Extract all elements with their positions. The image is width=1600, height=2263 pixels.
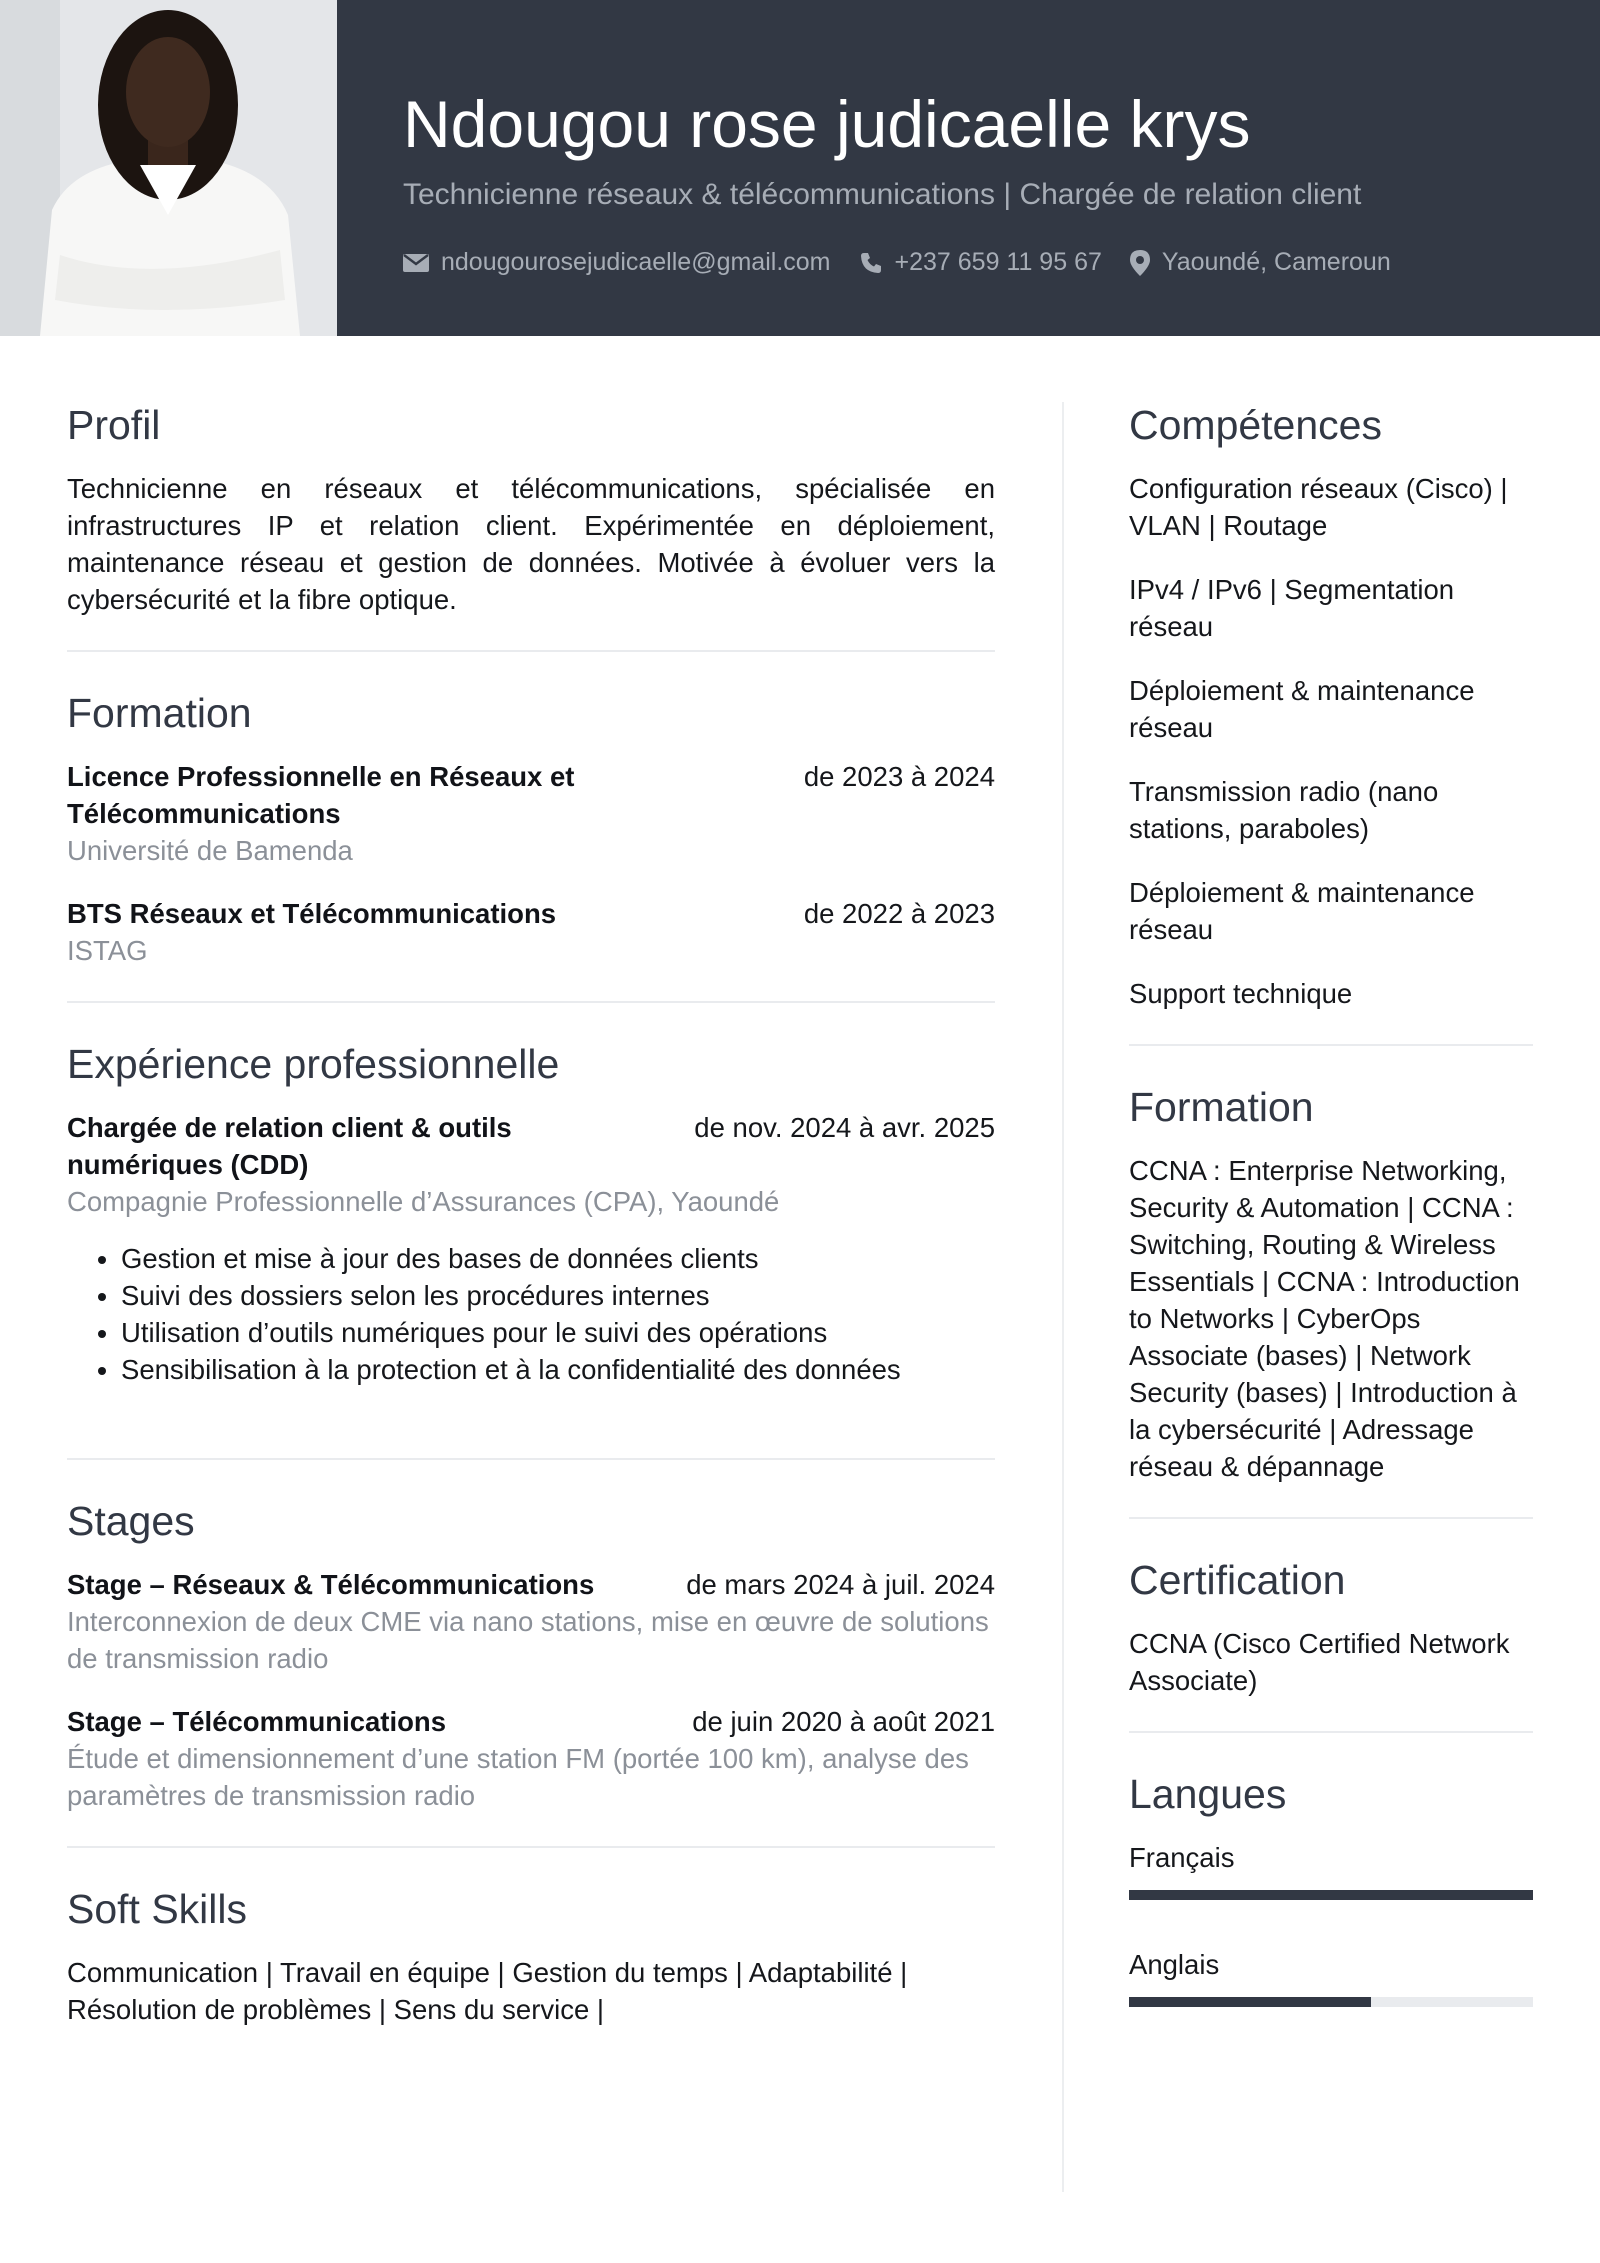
language-item: [1129, 1839, 1533, 1900]
left-column: [67, 400, 995, 2028]
section-title: Profil: [67, 402, 161, 448]
section-divider: [1129, 1731, 1533, 1733]
map-pin-icon: [1130, 250, 1150, 276]
skills-list: [1129, 470, 1533, 1012]
language-name: Anglais: [1129, 1949, 1220, 1980]
right-column: [1129, 400, 1533, 2007]
skill-item: Déploiement & maintenance réseau: [1129, 877, 1475, 945]
section-formation-certs: [1129, 1082, 1533, 1485]
section-langues: [1129, 1769, 1533, 2007]
section-divider: [1129, 1044, 1533, 1046]
entry-title: Chargée de relation client & outils numériques (CDD): [67, 1112, 512, 1180]
language-item: [1129, 1946, 1533, 2007]
section-formation: [67, 688, 995, 969]
section-stages: [67, 1496, 995, 1814]
section-certification: [1129, 1555, 1533, 1699]
entry-description: Interconnexion de deux CME via nano stations, mise en œuvre de solutions de transmission radio: [67, 1606, 989, 1674]
contact-phone[interactable]: [859, 248, 1102, 277]
entry-date: de juin 2020 à août 2021: [692, 1706, 995, 1737]
contact-email[interactable]: [403, 248, 831, 277]
language-level-bar: [1129, 1890, 1533, 1900]
language-level-bar: [1129, 1997, 1533, 2007]
skill-item: Déploiement & maintenance réseau: [1129, 675, 1475, 743]
section-divider: [67, 1846, 995, 1848]
entry-title: Stage – Télécommunications: [67, 1706, 446, 1737]
stage-entry: [67, 1703, 995, 1814]
entry-title: BTS Réseaux et Télécommunications: [67, 898, 557, 929]
entry-date: de 2022 à 2023: [803, 898, 995, 929]
entry-description: Étude et dimensionnement d’une station FM (portée 100 km), analyse des paramètres de transmission radio: [67, 1743, 969, 1811]
skill-item: IPv4 / IPv6 | Segmentation réseau: [1129, 574, 1455, 642]
section-title: Certification: [1129, 1557, 1346, 1603]
language-name: Français: [1129, 1842, 1235, 1873]
entry-date: de 2023 à 2024: [803, 761, 995, 792]
formation-entry: [67, 758, 995, 869]
contact-location: [1130, 248, 1391, 277]
formation-entry: [67, 895, 995, 969]
column-divider: [1062, 402, 1064, 2192]
skill-item: Configuration réseaux (Cisco) | VLAN | Routage: [1129, 473, 1508, 541]
list-item: • Utilisation d’outils numériques pour le suivi des opérations: [121, 1314, 995, 1351]
section-divider: [1129, 1517, 1533, 1519]
stage-entry: [67, 1566, 995, 1677]
contact-bar: [403, 248, 1419, 277]
section-competences: [1129, 400, 1533, 1012]
profil-text: Technicienne en réseaux et télécommunications, spécialisée en infrastructures IP et relation client. Expérimentée en déploiement, maintenance réseau et gestion de données. Motivée à évoluer vers la cybersécurité et la fibre optique.: [67, 473, 995, 615]
section-title: Langues: [1129, 1771, 1287, 1817]
section-divider: [67, 650, 995, 652]
language-level-fill: [1129, 1890, 1533, 1900]
phone-text: +237 659 11 95 67: [894, 248, 1102, 276]
certification-text: CCNA (Cisco Certified Network Associate): [1129, 1628, 1510, 1696]
soft-skills-text: Communication | Travail en équipe | Gestion du temps | Adaptabilité | Résolution de problèmes | Sens du service |: [67, 1957, 908, 2025]
section-divider: [67, 1458, 995, 1460]
experience-bullets: [67, 1240, 995, 1388]
skill-item: Transmission radio (nano stations, paraboles): [1129, 776, 1439, 844]
list-item: • Sensibilisation à la protection et à la confidentialité des données: [121, 1351, 995, 1388]
section-title: Expérience professionnelle: [67, 1041, 560, 1087]
section-experience: [67, 1039, 995, 1388]
section-title: Stages: [67, 1498, 195, 1544]
candidate-name: Ndougou rose judicaelle krys: [403, 87, 1251, 161]
experience-entry: [67, 1109, 995, 1388]
entry-title: Licence Professionnelle en Réseaux et Télécommunications: [67, 761, 575, 829]
envelope-icon: [403, 253, 429, 273]
section-title: Compétences: [1129, 402, 1382, 448]
profile-photo: [0, 0, 337, 336]
section-divider: [67, 1001, 995, 1003]
section-title: Formation: [67, 690, 252, 736]
list-item: • Gestion et mise à jour des bases de données clients: [121, 1240, 995, 1277]
section-title: Soft Skills: [67, 1886, 247, 1932]
header-banner: [0, 0, 1600, 336]
entry-organization: ISTAG: [67, 935, 148, 966]
skill-item: Support technique: [1129, 978, 1353, 1009]
section-soft-skills: [67, 1884, 995, 2028]
candidate-headline: Technicienne réseaux & télécommunications | Chargée de relation client: [403, 178, 1362, 211]
section-profil: [67, 400, 995, 618]
formation-text: CCNA : Enterprise Networking, Security & Automation | CCNA : Switching, Routing & Wireless Essentials | CCNA : Introduction to Networks | CyberOps Associate (bases) | Network Security (bases) | Introduction à la cybersécurité | Adressage réseau & dépannage: [1129, 1155, 1520, 1482]
entry-date: de mars 2024 à juil. 2024: [686, 1569, 995, 1600]
language-level-fill: [1129, 1997, 1371, 2007]
entry-organization: Compagnie Professionnelle d’Assurances (CPA), Yaoundé: [67, 1186, 780, 1217]
section-title: Formation: [1129, 1084, 1314, 1130]
person-portrait-image: [0, 0, 337, 336]
phone-icon: [859, 251, 883, 275]
entry-date: de nov. 2024 à avr. 2025: [694, 1112, 995, 1143]
entry-organization: Université de Bamenda: [67, 835, 353, 866]
email-text: ndougourosejudicaelle@gmail.com: [441, 248, 831, 276]
entry-title: Stage – Réseaux & Télécommunications: [67, 1569, 595, 1600]
list-item: • Suivi des dossiers selon les procédures internes: [121, 1277, 995, 1314]
location-text: Yaoundé, Cameroun: [1161, 248, 1391, 276]
